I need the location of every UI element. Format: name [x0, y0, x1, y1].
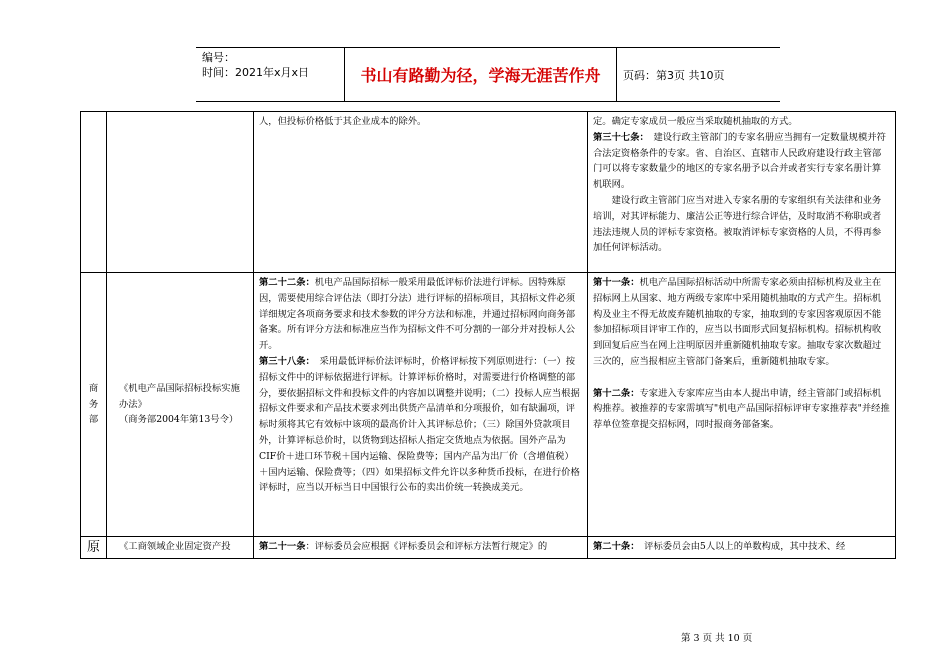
- clause-text: 人，但投标价格低于其企业成本的除外。: [259, 116, 427, 127]
- clause: [593, 193, 890, 256]
- clause-text: 机电产品国际招标一般采用最低评标价法进行评标。因特殊原因，需要使用综合评估法（即打分法）进行评标的招标项目，其招标文件必须详细规定各项商务要求和技术参数的评分方法和标准，并通过招标网向商务部备案。所有评分方法和标准应当作为招标文件不可分割的一部分并对投标人公开。: [259, 277, 576, 352]
- evaluation-cell: [254, 112, 588, 273]
- org-char: 部: [88, 414, 99, 426]
- clause: [593, 275, 890, 370]
- regulation-table: [80, 111, 896, 559]
- page-footer: 第 3 页 共 10 页: [681, 633, 753, 644]
- clause: [259, 275, 582, 354]
- clause-title: 第二十一条: [259, 541, 306, 552]
- clause-title: 第十一条：: [593, 277, 640, 288]
- org-cell: [81, 273, 107, 537]
- clause-text: 建设行政主管部门应当对进入专家名册的专家组织有关法律和业务培训，对其评标能力、廉洁公正等进行综合评估，及时取消不称职或者违法违规人员的评标专家资格。被取消评标专家资格的人员，不得再参加任何评标活动。: [593, 194, 882, 254]
- header-motto: 书山有路勤为径，学海无涯苦作舟: [345, 48, 617, 101]
- org-cell: [81, 112, 107, 273]
- clause-text: 评标委员会由5人以上的单数构成，其中技术、经: [634, 541, 846, 552]
- org-char: 商: [88, 382, 99, 394]
- experts-cell: [588, 273, 896, 537]
- clause: [593, 114, 890, 130]
- clause-title: 第二十二条：: [259, 277, 315, 288]
- table-row: [81, 273, 896, 537]
- evaluation-cell: [254, 537, 588, 559]
- clause-title: 第十二条：: [593, 387, 640, 399]
- clause-text: 定。确定专家成员一般应当采取随机抽取的方式。: [593, 116, 798, 127]
- clause-title: 第三十八条：: [259, 355, 311, 367]
- clause-title: 第二十条：: [593, 541, 635, 552]
- page-header: [196, 47, 780, 102]
- clause-text: 建设行政主管部门的专家名册应当拥有一定数量规模并符合法定资格条件的专家。省、自治区、直辖市人民政府建设行政主管部门可以将专家数量少的地区的专家名册予以合并或者实行专家名册计算机联网。: [593, 131, 886, 191]
- org-char: 务: [88, 398, 99, 410]
- header-page-label: 页码：第3页 共10页: [623, 68, 725, 82]
- evaluation-cell: [254, 273, 588, 537]
- law-cell: [107, 112, 254, 273]
- table-row: [81, 112, 896, 273]
- clause-text: 机电产品国际招标活动中所需专家必须由招标机构及业主在招标网上从国家、地方两级专家库中采用随机抽取的方式产生。招标机构及业主不得无故废弃随机抽取的专家，抽取到的专家因客观原因不能参加招标项目评审工作的，应当以书面形式回复招标机构。招标机构收到回复后应当在网上注明原因并重新随机抽取专家。抽取专家次数超过三次的，应当报相应主管部门备案后，重新随机抽取专家。: [593, 277, 882, 367]
- document-number-label: 编号：: [202, 51, 235, 64]
- paragraph-gap: [593, 370, 890, 386]
- document-time-label: 时间：2021年x月x日: [202, 66, 310, 79]
- law-cell: [107, 273, 254, 537]
- clause: [593, 130, 890, 193]
- org-name: 原: [86, 540, 100, 555]
- header-meta: [196, 48, 345, 101]
- clause-text: 专家进入专家库应当由本人提出申请，经主管部门或招标机构推荐。被推荐的专家需填写"机电产品国际招标评审专家推荐表"并经推荐单位签章提交招标网，同时报商务部备案。: [593, 387, 890, 431]
- experts-cell: [588, 537, 896, 559]
- table-row: [81, 537, 896, 559]
- law-title: 《机电产品国际招标投标实施办法》: [119, 382, 240, 410]
- law-reference: （商务部2004年第13号令）: [119, 414, 239, 426]
- clause-text: ：评标委员会应根据《评标委员会和评标方法暂行规定》的: [305, 541, 548, 552]
- clause-title: 第三十七条：: [593, 131, 645, 143]
- org-cell: [81, 537, 107, 559]
- law-cell: [107, 537, 254, 559]
- clause: [259, 354, 582, 496]
- law-title: 《工商领域企业固定资产投: [119, 541, 231, 552]
- clause: [259, 114, 582, 130]
- experts-cell: [588, 112, 896, 273]
- clause: [593, 386, 890, 433]
- clause-text: 采用最低评标价法评标时，价格评标按下列原则进行：（一）按招标文件中的评标依据进行评标。计算评标价格时，对需要进行价格调整的部分，要依据招标文件和投标文件的内容加以调整并说明；（二）投标人应当根据招标文件要求和产品技术要求列出供货产品清单和分项报价，如有缺漏项，评标时须将其它有效标中该项的最高价计入其评标总价；（三）除国外贷款项目外，计算评标总价时，以货物到达招标人指定交货地点为依据。国外产品为CIF价＋进口环节税＋国内运输、保险费等；国内产品为出厂价（含增值税）＋国内运输、保险费等；（四）如果招标文件允许以多种货币投标，在进行价格评标时，应当以开标当日中国银行公布的卖出价统一转换成美元。: [259, 355, 580, 494]
